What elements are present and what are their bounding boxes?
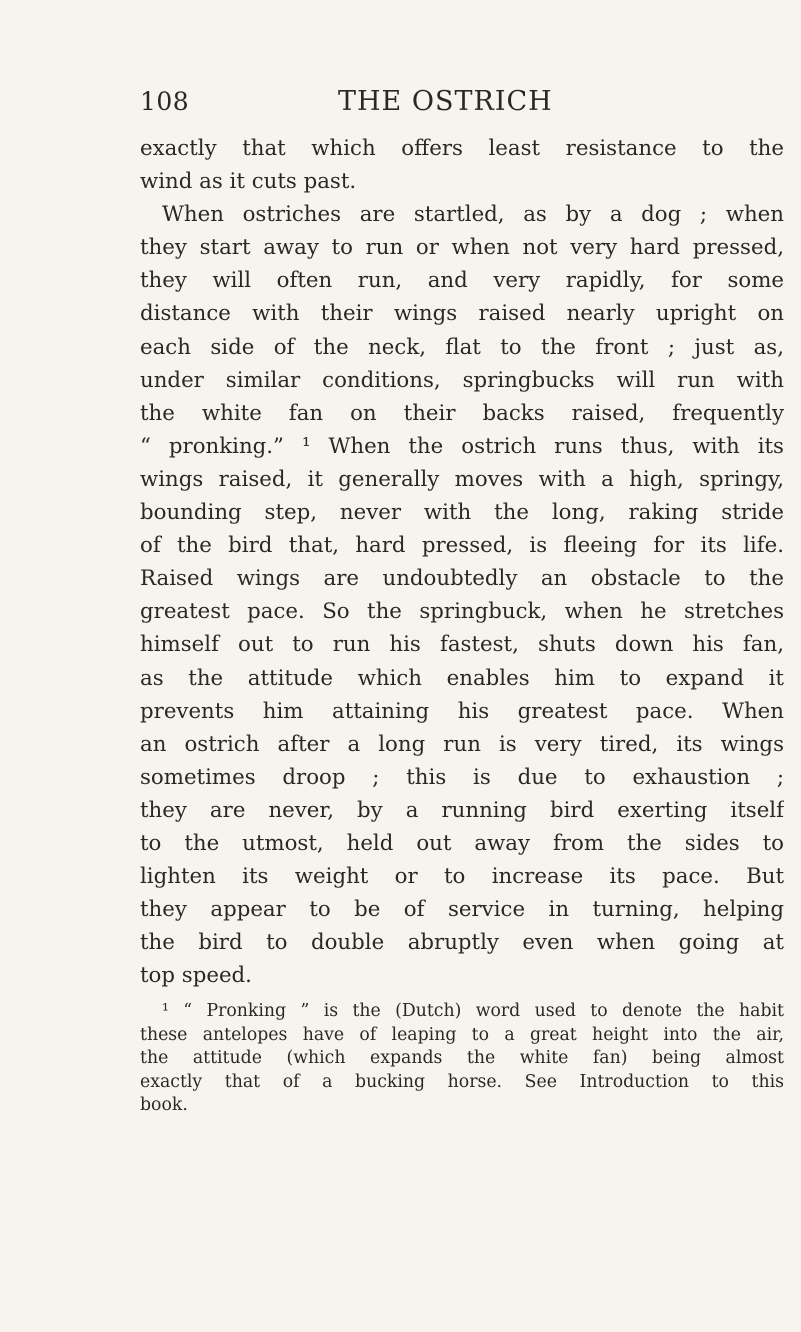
body-line: When ostriches are startled, as by a dog ; when: [162, 202, 784, 228]
body-line: wind as it cuts past.: [140, 169, 357, 195]
body-line: “ pronking.” ¹ When the ostrich runs thus, with its: [140, 433, 784, 459]
body-line: as the attitude which enables him to expand it: [140, 665, 784, 691]
body-line: bounding step, never with the long, raking stride: [140, 500, 784, 526]
body-line: top speed.: [140, 963, 252, 989]
body-line: exactly that which offers least resistance to the: [140, 136, 784, 161]
body-line: each side of the neck, flat to the front ; just as,: [140, 334, 784, 360]
body-line: the bird to double abruptly even when going at: [140, 930, 784, 956]
page-number: 108: [140, 87, 190, 116]
body-line: they start away to run or when not very hard pressed,: [140, 235, 784, 261]
body-line: they are never, by a running bird exerting itself: [140, 797, 784, 823]
body-line: under similar conditions, springbucks will run with: [140, 367, 784, 393]
body-line: an ostrich after a long run is very tired, its wings: [140, 731, 784, 757]
footnote-line: book.: [140, 1095, 188, 1116]
body-line: Raised wings are undoubtedly an obstacle to the: [140, 566, 784, 592]
body-line: prevents him attaining his greatest pace. When: [140, 698, 784, 724]
footnote: [140, 1000, 784, 1118]
footnote-line: ¹ “ Pronking ” is the (Dutch) word used to denote the habit: [162, 1001, 784, 1022]
body-line: wings raised, it generally moves with a high, springy,: [140, 466, 784, 492]
body-line: to the utmost, held out away from the sides to: [140, 830, 784, 856]
running-title: THE OSTRICH: [338, 86, 553, 117]
body-line: distance with their wings raised nearly upright on: [140, 301, 784, 327]
body-line: sometimes droop ; this is due to exhaustion ;: [140, 764, 784, 790]
body-line: of the bird that, hard pressed, is fleeing for its life.: [140, 533, 784, 559]
body-line: the white fan on their backs raised, frequently: [140, 400, 784, 426]
body-line: greatest pace. So the springbuck, when he stretches: [140, 599, 784, 625]
body-line: they appear to be of service in turning, helping: [140, 897, 784, 923]
body-text: [140, 132, 784, 992]
page-content: [140, 86, 784, 1118]
running-head: [140, 86, 784, 132]
body-line: lighten its weight or to increase its pace. But: [140, 864, 784, 890]
footnote-line: exactly that of a bucking horse. See Introduction to this: [140, 1071, 784, 1092]
footnote-line: the attitude (which expands the white fan) being almost: [140, 1048, 784, 1069]
body-line: they will often run, and very rapidly, for some: [140, 268, 784, 294]
body-line: himself out to run his fastest, shuts down his fan,: [140, 632, 784, 658]
footnote-line: these antelopes have of leaping to a great height into the air,: [140, 1024, 784, 1045]
